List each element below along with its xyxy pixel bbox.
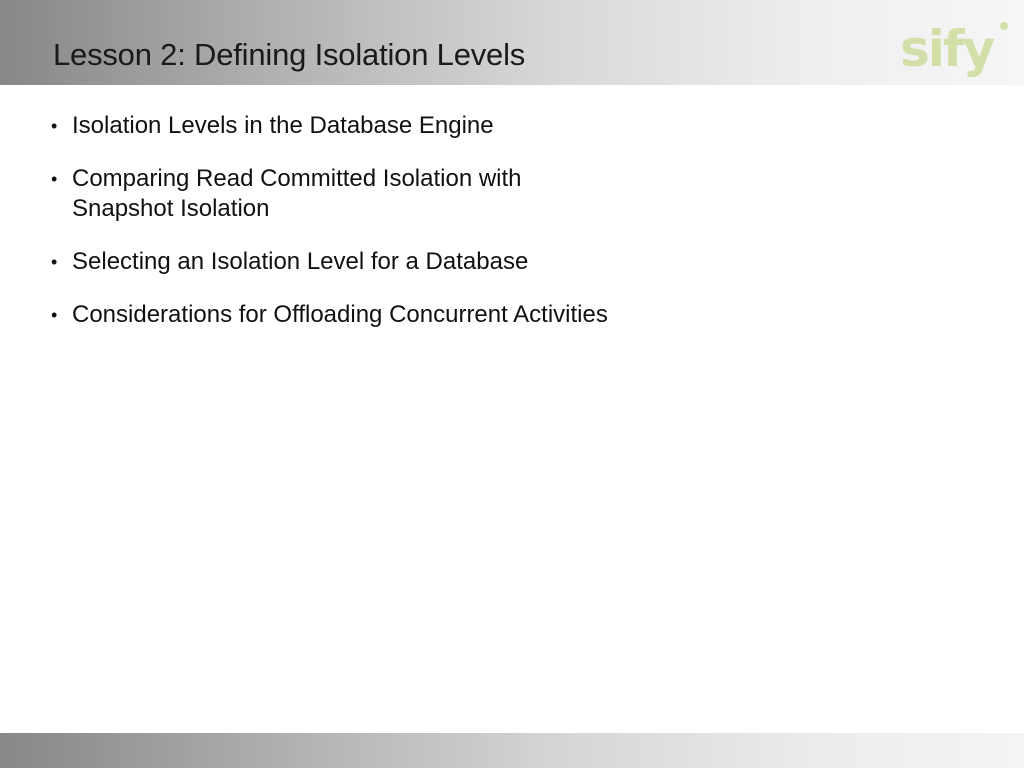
bullet-marker: • — [51, 252, 58, 272]
sify-logo — [896, 14, 1011, 80]
bullet-item — [51, 111, 771, 141]
bullet-list — [51, 111, 771, 353]
footer-band — [0, 733, 1024, 768]
bullet-text: Selecting an Isolation Level for a Database — [72, 248, 529, 275]
bullet-marker: • — [51, 305, 58, 325]
logo-wordmark: sify — [900, 20, 994, 78]
slide-title: Lesson 2: Defining Isolation Levels — [53, 37, 526, 72]
bullet-text: Considerations for Offloading Concurrent Activities — [72, 301, 608, 328]
bullet-marker: • — [51, 169, 58, 189]
bullet-text-line-2: Snapshot Isolation — [72, 195, 270, 222]
logo-dot — [1000, 22, 1008, 30]
bullet-marker: • — [51, 116, 58, 136]
bullet-item — [51, 247, 771, 277]
bullet-item — [51, 164, 771, 224]
bullet-text: Isolation Levels in the Database Engine — [72, 112, 494, 139]
bullet-item — [51, 300, 771, 330]
bullet-text-line-1: Comparing Read Committed Isolation with — [72, 165, 522, 192]
